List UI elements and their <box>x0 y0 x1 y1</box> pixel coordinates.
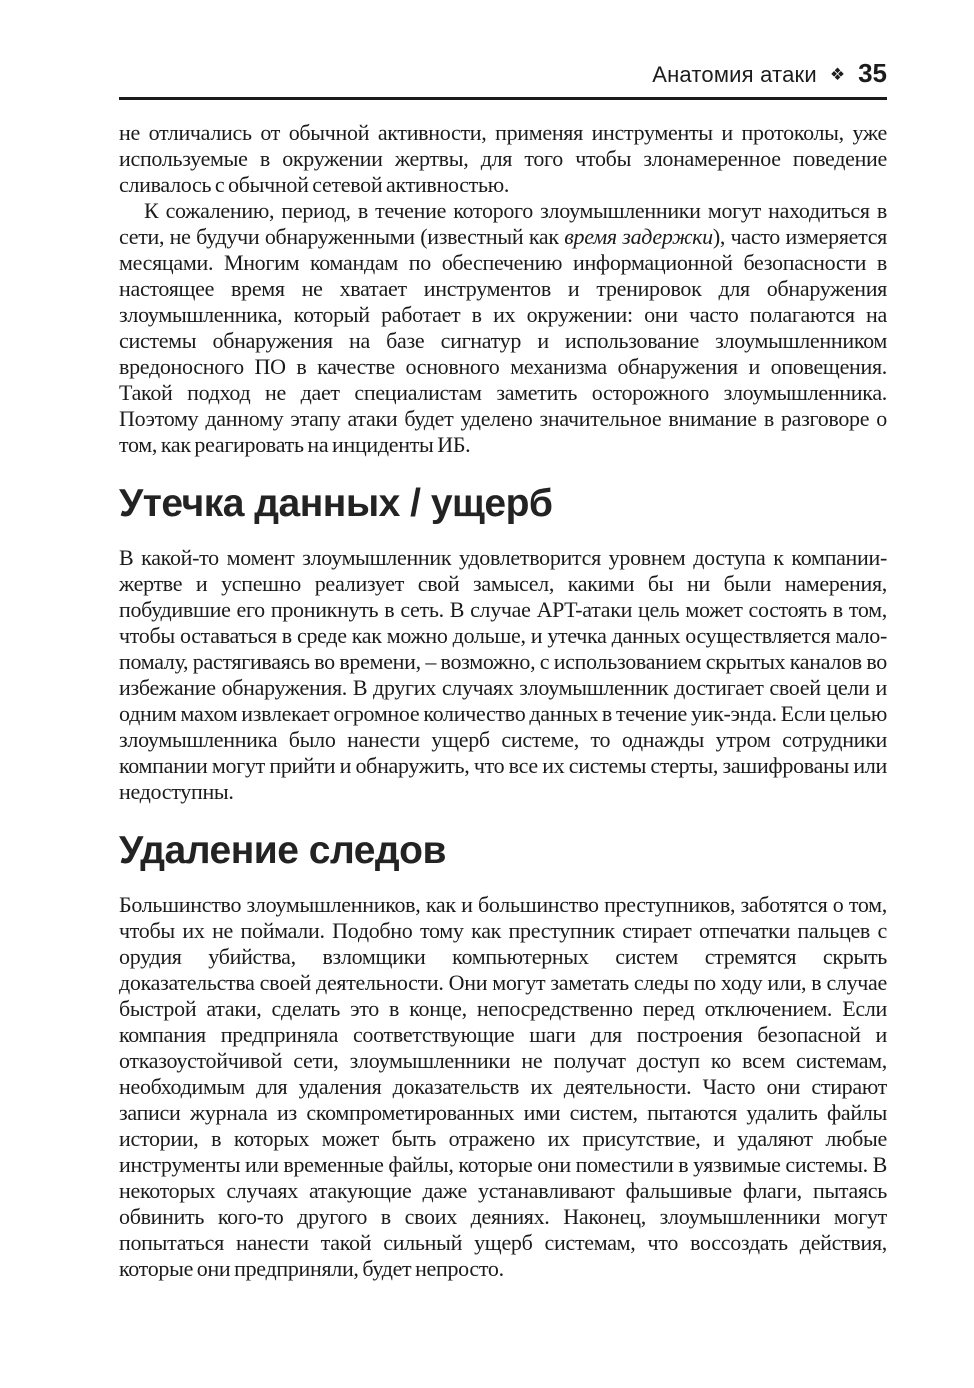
paragraph-covering-tracks: Большинство злоумышленников, как и большинство преступников, заботятся о том, чтобы их не поймали. Подобно тому как преступник стирает отпечатки пальцев с орудия убийства, взломщики компьютерных систем стремятся скрыть доказательства своей деятельности. Они могут заметать следы по ходу или, в случае быстрой атаки, сделать это в конце, непосредственно перед отключением. Если компания предприняла соответствующие шаги для построения безопасной и отказоустойчивой сети, злоумышленники не получат доступ ко всем системам, необходимым для удаления доказательств их деятельности. Часто они стирают записи журнала из скомпрометированных ими систем, пытаются удалить файлы истории, в которых может быть отражено их присутствие, и удаляют любые инструменты или временные файлы, которые они поместили в уязвимые системы. В некоторых случаях атакующие даже устанавливают фальшивые флаги, пытаясь обвинить кого-то другого в своих деяниях. Наконец, злоумышленники могут попытаться нанести такой сильный ущерб системам, что воссоздать действия, которые они предприняли, будет непросто. <box>119 891 887 1281</box>
running-title: Анатомия атаки <box>652 62 817 87</box>
section-heading-data-leak: Утечка данных / ущерб <box>119 482 553 525</box>
page-number: 35 <box>858 58 887 88</box>
paragraph-dwell-time-start: К сожалению, период, в течение которого злоумышленники могут находиться в сети, не будучи обнаруженными (известный как <box>119 198 887 249</box>
paragraph-intro-continuation: не отличались от обычной активности, применяя инструменты и протоколы, уже используемые в окружении жертвы, для того чтобы злонамеренное поведение сливалось с обычной сетевой активностью. <box>119 120 887 197</box>
diamond-ornament-icon: ❖ <box>829 65 846 84</box>
paragraph-data-exfiltration: В какой-то момент злоумышленник удовлетворится уровнем доступа к компании-жертве и успешно реализует свой замысел, какими бы ни были намерения, побудившие его проникнуть в сеть. В случае APT-атаки цель может состоять в том, чтобы оставаться в среде как можно дольше, и утечка данных осуществляется мало-помалу, растягиваясь во времени, – возможно, с использованием скрытых каналов во избежание обнаружения. В других случаях злоумышленник достигает своей цели и одним махом извлекает огромное количество данных в течение уик-энда. Если целью злоумышленника было нанести ущерб системе, то однажды утром сотрудники компании могут прийти и обнаружить, что все их системы стерты, зашифрованы или недоступны. <box>119 544 887 804</box>
page-header <box>119 58 887 100</box>
section-heading-covering-tracks: Удаление следов <box>119 828 446 872</box>
term-dwell-time: время задержки <box>564 224 713 249</box>
body-text <box>119 120 887 1282</box>
paragraph-dwell-time <box>119 198 887 458</box>
paragraph-dwell-time-end: ), часто измеряется месяцами. Многим командам по обеспечению информационной безопасности в настоящее время не хватает инструментов и тренировок для обнаружения злоумышленника, который работает в их окружении: они часто полагаются на системы обнаружения на базе сигнатур и использование злоумышленником вредоносного ПО в качестве основного механизма обнаружения и оповещения. Такой подход не дает специалистам заметить осторожного злоумышленника. Поэтому данному этапу атаки будет уделено значительное внимание в разговоре о том, как реагировать на инциденты ИБ. <box>119 224 887 457</box>
text-column <box>119 58 887 1282</box>
